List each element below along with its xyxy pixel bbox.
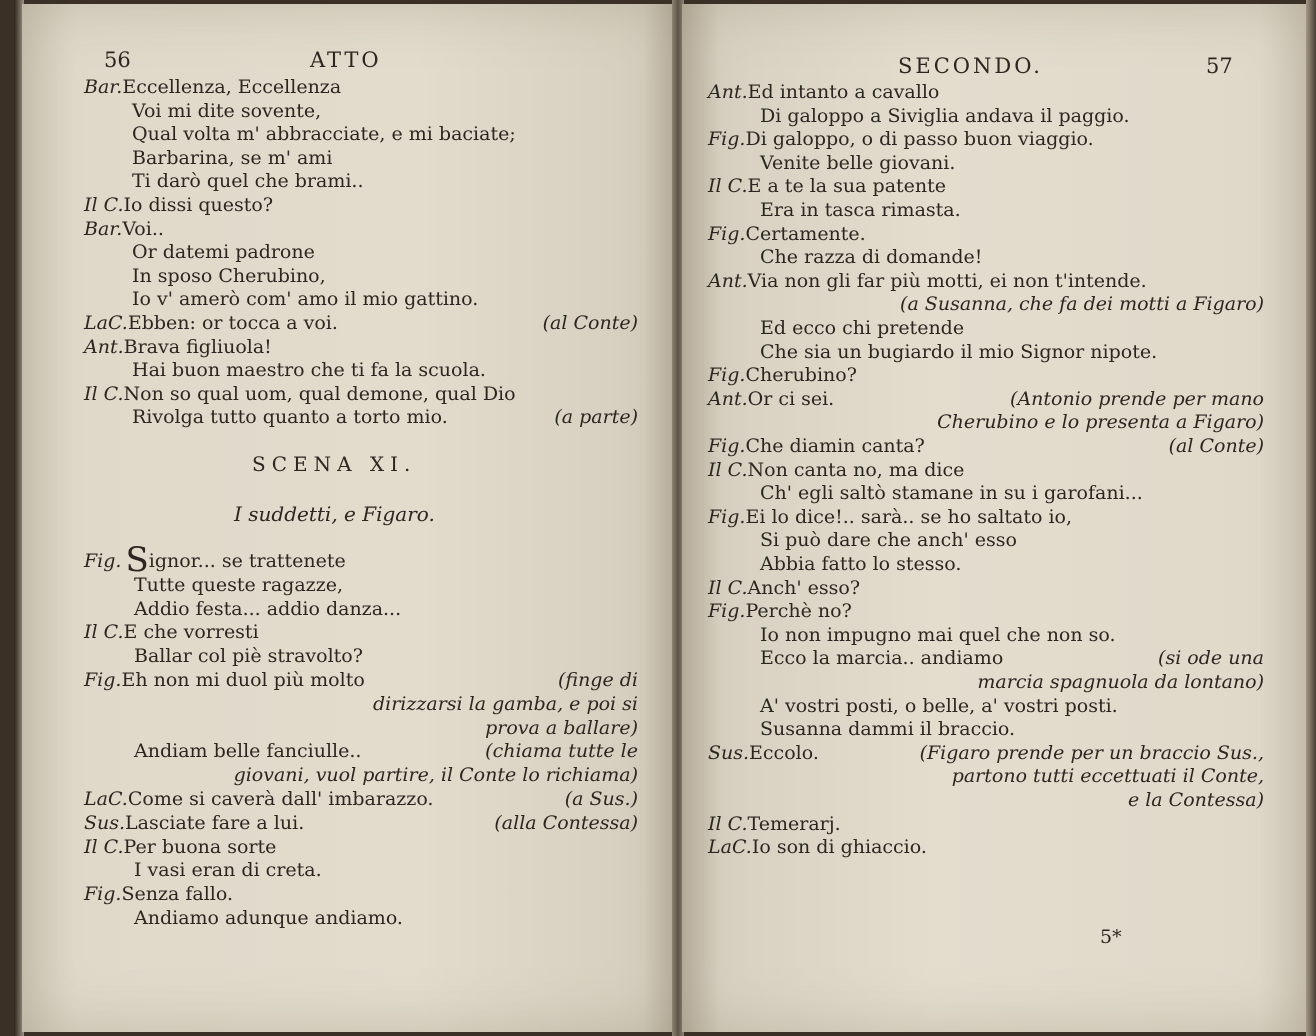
text-line bbox=[84, 787, 638, 811]
text-line bbox=[84, 811, 638, 835]
text-line bbox=[708, 80, 1264, 104]
text-line bbox=[708, 245, 1264, 269]
line-text: Hai buon maestro che ti fa la scuola. bbox=[132, 359, 486, 382]
stage-direction: e la Contessa) bbox=[1127, 789, 1264, 811]
speaker-label: Fig. bbox=[708, 435, 746, 457]
text-line bbox=[708, 198, 1264, 222]
drop-cap: S bbox=[125, 540, 149, 580]
text-line bbox=[708, 387, 1264, 411]
speaker-label: LaC. bbox=[84, 788, 128, 810]
stage-direction: (a parte) bbox=[554, 406, 638, 429]
speaker-label: LaC. bbox=[84, 312, 128, 334]
text-line bbox=[708, 363, 1264, 387]
text-line bbox=[84, 287, 638, 311]
stage-direction: (finge di bbox=[557, 669, 638, 691]
text-line bbox=[708, 599, 1264, 623]
line-text: Certamente. bbox=[745, 222, 866, 245]
stage-direction: (Figaro prende per un braccio Sus., bbox=[919, 741, 1264, 764]
speaker-label: Bar. bbox=[84, 76, 123, 98]
stage-direction: (chiama tutte le bbox=[485, 740, 638, 763]
text-line bbox=[708, 292, 1264, 316]
speaker-label: Il C. bbox=[708, 175, 748, 198]
text-line bbox=[708, 764, 1264, 788]
text-line bbox=[84, 193, 638, 217]
book-edge-right bbox=[1306, 0, 1316, 1036]
running-header-right: SECONDO. bbox=[898, 54, 1043, 78]
speaker-label: Il C. bbox=[84, 621, 124, 644]
line-text: Brava figliuola! bbox=[123, 335, 272, 358]
text-line bbox=[708, 458, 1264, 482]
page-number-right: 57 bbox=[1206, 54, 1233, 78]
text-line bbox=[708, 316, 1264, 340]
text-line bbox=[84, 739, 638, 763]
text-line bbox=[708, 670, 1264, 694]
line-text: Eccolo. bbox=[749, 741, 819, 764]
line-text: In sposo Cherubino, bbox=[132, 264, 326, 287]
stage-direction: (si ode una bbox=[1158, 647, 1264, 670]
text-line bbox=[708, 741, 1264, 765]
line-text: Io non impugno mai quel che non so. bbox=[760, 623, 1116, 646]
text-line bbox=[708, 127, 1264, 151]
speaker-label: Ant. bbox=[708, 269, 748, 292]
stage-direction: Cherubino e lo presenta a Figaro) bbox=[937, 411, 1264, 434]
text-line bbox=[84, 668, 638, 692]
line-text: Che razza di domande! bbox=[760, 246, 983, 269]
line-text: Per buona sorte bbox=[123, 835, 277, 858]
stage-direction: giovani, vuol partire, il Conte lo richiama) bbox=[233, 764, 638, 787]
text-line bbox=[84, 858, 638, 882]
text-line bbox=[84, 906, 638, 930]
text-line bbox=[708, 717, 1264, 741]
stage-direction: (Antonio prende per mano bbox=[1010, 387, 1264, 410]
speaker-label: Fig. bbox=[708, 600, 746, 623]
text-line bbox=[84, 146, 638, 170]
line-text: Di galoppo a Siviglia andava il paggio. bbox=[760, 104, 1130, 127]
line-text: Di galoppo, o di passo buon viaggio. bbox=[745, 128, 1094, 151]
speaker-label: Fig. bbox=[708, 505, 746, 528]
text-line bbox=[84, 835, 638, 859]
speaker-label: Il C. bbox=[708, 812, 748, 835]
line-text: Rivolga tutto quanto a torto mio. bbox=[132, 406, 448, 429]
text-line bbox=[708, 528, 1264, 552]
text-line bbox=[708, 222, 1264, 246]
speaker-label: Fig. bbox=[84, 669, 122, 691]
speaker-label: Fig. bbox=[708, 364, 746, 387]
text-line bbox=[84, 240, 638, 264]
line-text: Barbarina, se m' ami bbox=[132, 146, 333, 169]
speaker-label: Il C. bbox=[84, 382, 124, 405]
line-text: Io son di ghiaccio. bbox=[751, 836, 927, 859]
stage-direction: partono tutti eccettuati il Conte, bbox=[951, 765, 1264, 788]
stage-direction: dirizzarsi la gamba, e poi si bbox=[372, 692, 638, 715]
text-line bbox=[708, 104, 1264, 128]
speaker-label: Il C. bbox=[708, 576, 748, 599]
text-line bbox=[84, 99, 638, 123]
line-text: Susanna dammi il braccio. bbox=[760, 718, 1016, 741]
text-line bbox=[84, 75, 638, 99]
page-number-left: 56 bbox=[104, 48, 131, 72]
text-line bbox=[708, 835, 1264, 859]
speaker-label: Ant. bbox=[708, 81, 748, 103]
line-text: Tutte queste ragazze, bbox=[134, 573, 343, 596]
speaker-label: Il C. bbox=[84, 194, 124, 216]
line-text: Andiam belle fanciulle.. bbox=[134, 740, 362, 763]
line-text: Anch' esso? bbox=[747, 576, 861, 599]
text-line bbox=[708, 340, 1264, 364]
speaker-label: Sus. bbox=[84, 811, 126, 834]
line-text: Eccellenza, Eccellenza bbox=[122, 76, 342, 98]
text-line bbox=[708, 481, 1264, 505]
line-text: Via non gli far più motti, ei non t'intende. bbox=[747, 269, 1147, 292]
speaker-label: Ant. bbox=[708, 387, 748, 410]
line-text: Ed ecco chi pretende bbox=[760, 317, 965, 339]
line-text: Voi.. bbox=[122, 217, 164, 240]
line-text: Venite belle giovani. bbox=[760, 151, 956, 174]
line-text: Ti darò quel che brami.. bbox=[132, 170, 364, 193]
text-line bbox=[84, 264, 638, 288]
line-text: I vasi eran di creta. bbox=[134, 859, 322, 882]
stage-direction: (alla Contessa) bbox=[494, 811, 638, 834]
text-line bbox=[84, 217, 638, 241]
line-text: Cherubino? bbox=[745, 364, 857, 387]
line-text: Senza fallo. bbox=[121, 883, 234, 906]
text-line bbox=[84, 597, 638, 621]
text-line bbox=[84, 358, 638, 382]
stage-direction: (a Sus.) bbox=[564, 788, 638, 810]
text-line bbox=[708, 151, 1264, 175]
line-text: Eh non mi duol più molto bbox=[121, 669, 365, 691]
speaker-label: Fig. bbox=[708, 222, 746, 245]
line-text: Or ci sei. bbox=[747, 387, 835, 410]
line-text: Che sia un bugiardo il mio Signor nipote. bbox=[760, 340, 1158, 363]
line-text: Voi mi dite sovente, bbox=[132, 99, 322, 122]
line-text: Temerarj. bbox=[747, 812, 841, 835]
line-text: Addio festa... addio danza... bbox=[134, 597, 402, 620]
line-text: Io dissi questo? bbox=[123, 194, 274, 216]
text-line bbox=[84, 620, 638, 644]
text-line bbox=[708, 646, 1264, 670]
line-text: Non so qual uom, qual demone, qual Dio bbox=[123, 382, 516, 405]
speaker-label: LaC. bbox=[708, 836, 752, 859]
line-text: Ed intanto a cavallo bbox=[747, 81, 940, 103]
text-line bbox=[84, 405, 638, 429]
speaker-label: Il C. bbox=[708, 458, 748, 481]
line-text: Ecco la marcia.. andiamo bbox=[760, 647, 1004, 670]
text-line bbox=[84, 882, 638, 906]
text-line bbox=[84, 382, 638, 406]
stage-direction: (al Conte) bbox=[542, 312, 638, 334]
text-line bbox=[84, 692, 638, 716]
text-line bbox=[84, 716, 638, 740]
line-text: Che diamin canta? bbox=[745, 435, 925, 457]
text-line bbox=[708, 812, 1264, 836]
text-line bbox=[84, 335, 638, 359]
line-text: Lasciate fare a lui. bbox=[125, 811, 305, 834]
text-line bbox=[84, 540, 638, 580]
text-line bbox=[708, 269, 1264, 293]
stage-direction: (al Conte) bbox=[1168, 435, 1264, 457]
text-line bbox=[84, 122, 638, 146]
text-line bbox=[708, 694, 1264, 718]
text-line bbox=[84, 573, 638, 597]
text-line bbox=[708, 410, 1264, 434]
line-text: A' vostri posti, o belle, a' vostri posti. bbox=[760, 694, 1118, 717]
speaker-label: Fig. bbox=[708, 128, 746, 151]
line-text: Ebben: or tocca a voi. bbox=[127, 312, 338, 334]
line-text: Perchè no? bbox=[745, 600, 852, 623]
line-text: Abbia fatto lo stesso. bbox=[760, 553, 962, 575]
speaker-label: Fig. bbox=[84, 883, 122, 906]
line-text: Ballar col piè stravolto? bbox=[134, 645, 363, 668]
text-line bbox=[708, 788, 1264, 812]
text-line bbox=[84, 311, 638, 335]
text-line bbox=[708, 576, 1264, 600]
text-line bbox=[708, 505, 1264, 529]
text-line bbox=[708, 552, 1264, 576]
stage-direction: prova a ballare) bbox=[485, 716, 638, 739]
speaker-label: Sus. bbox=[708, 741, 750, 764]
line-text: Come si caverà dall' imbarazzo. bbox=[127, 788, 434, 810]
line-text: Or datemi padrone bbox=[132, 241, 315, 264]
stage-direction: marcia spagnuola da lontano) bbox=[977, 671, 1264, 693]
scene-characters: I suddetti, e Figaro. bbox=[234, 502, 435, 526]
line-text: Era in tasca rimasta. bbox=[760, 199, 961, 221]
line-text: Ei lo dice!.. sarà.. se ho saltato io, bbox=[745, 505, 1073, 528]
speaker-label: Fig. bbox=[84, 550, 122, 572]
line-text: Si può dare che anch' esso bbox=[760, 529, 1017, 552]
line-text: E a te la sua patente bbox=[747, 175, 947, 198]
stage-direction: (a Susanna, che fa dei motti a Figaro) bbox=[900, 293, 1264, 316]
line-text: Io v' amerò com' amo il mio gattino. bbox=[132, 288, 479, 311]
line-text: E che vorresti bbox=[123, 621, 259, 644]
speaker-label: Il C. bbox=[84, 835, 124, 858]
running-header-left: ATTO bbox=[310, 48, 382, 72]
speaker-label: Bar. bbox=[84, 217, 123, 240]
line-text: Ch' egli saltò stamane in su i garofani... bbox=[760, 482, 1143, 505]
signature-mark: 5* bbox=[1100, 926, 1122, 948]
text-line bbox=[84, 169, 638, 193]
line-text: Qual volta m' abbracciate, e mi baciate; bbox=[132, 123, 516, 146]
text-line bbox=[708, 174, 1264, 198]
text-line bbox=[84, 763, 638, 787]
text-line bbox=[84, 644, 638, 668]
text-line bbox=[708, 434, 1264, 458]
speaker-label: Ant. bbox=[84, 335, 124, 358]
text-line bbox=[708, 623, 1264, 647]
line-text: Signor... se trattenete bbox=[125, 540, 346, 580]
line-text: Non canta no, ma dice bbox=[747, 458, 965, 481]
line-text: Andiamo adunque andiamo. bbox=[134, 907, 403, 929]
scene-heading: SCENA XI. bbox=[252, 452, 417, 476]
